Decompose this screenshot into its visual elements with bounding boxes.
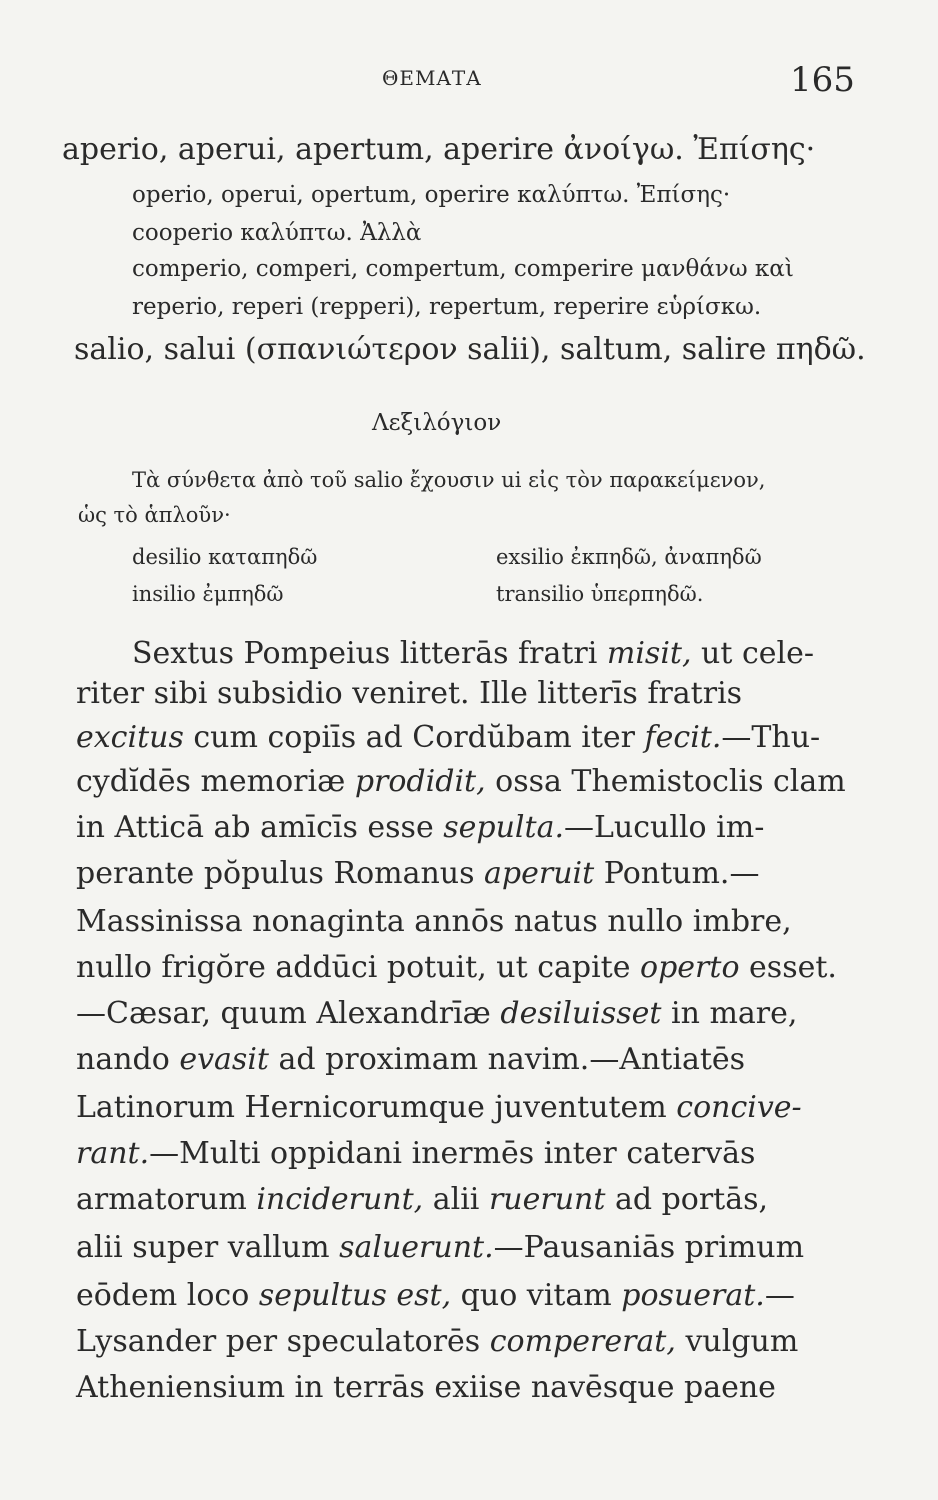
text-line-9: —Cæsar, quum Alexandrīæ desiluisset in mare, [76, 996, 798, 1031]
text-line-1: Sextus Pompeius litterās fratri misit, ut cele- [132, 636, 815, 671]
running-head: ΘΕΜΑΤΑ [382, 66, 482, 90]
text-line-3: excitus cum copiīs ad Cordŭbam iter fecit.—Thu- [76, 720, 821, 755]
verb-line-operio: operio, operui, opertum, operire καλύπτω. Ἐπίσης· [132, 182, 731, 208]
text-line-10: nando evasit ad proximam navim.—Antiatēs [76, 1042, 746, 1077]
text-line-13: armatorum inciderunt, alii ruerunt ad portās, [76, 1182, 769, 1217]
text-line-6: perante pŏpulus Romanus aperuit Pontum.— [76, 856, 760, 891]
lexicon-intro-line-1: Τὰ σύνθετα ἀπὸ τοῦ salio ἔχουσιν ui εἰς τὸν παρακείμενον, [132, 468, 766, 492]
text-line-16: Lysander per speculatorēs compererat, vulgum [76, 1324, 799, 1359]
text-line-12: rant.—Multi oppidani inermēs inter catervās [76, 1136, 756, 1171]
text-line-14: alii super vallum saluerunt.—Pausaniās primum [76, 1230, 805, 1265]
verb-line-aperio: aperio, aperui, apertum, aperire ἀνοίγω. Ἐπίσης· [62, 132, 816, 167]
lexicon-entry-desilio: desilio καταπηδῶ [132, 545, 318, 569]
page-number: 165 [790, 60, 855, 100]
text-line-15: eōdem loco sepultus est, quo vitam posuerat.— [76, 1278, 795, 1313]
verb-line-reperio: reperio, reperi (repperi), repertum, reperire εὑρίσκω. [132, 294, 762, 320]
lexicon-intro-line-2: ὡς τὸ ἁπλοῦν· [78, 503, 231, 527]
text-line-5: in Atticā ab amīcīs esse sepulta.—Lucullo im- [76, 810, 765, 845]
text-line-7: Massinissa nonaginta annōs natus nullo imbre, [76, 904, 792, 939]
verb-line-cooperio: cooperio καλύπτω. Ἀλλὰ [132, 220, 422, 246]
lexicon-heading: Λεξιλόγιον [372, 410, 502, 436]
text-line-8: nullo frigŏre addūci potuit, ut capite operto esset. [76, 950, 837, 985]
lexicon-entry-exsilio: exsilio ἐκπηδῶ, ἀναπηδῶ [496, 545, 762, 569]
text-line-11: Latinorum Hernicorumque juventutem concive- [76, 1090, 802, 1125]
verb-line-comperio: comperio, comperi, compertum, comperire μανθάνω καὶ [132, 256, 794, 282]
lexicon-entry-insilio: insilio ἐμπηδῶ [132, 582, 284, 606]
text-line-2: riter sibi subsidio veniret. Ille litterīs fratris [76, 676, 743, 711]
verb-line-salio: salio, salui (σπανιώτερον salii), saltum, salire πηδῶ. [74, 332, 866, 367]
text-line-17: Atheniensium in terrās exiise navēsque paene [76, 1370, 776, 1405]
text-line-4: cydĭdēs memoriæ prodidit, ossa Themistoclis clam [76, 764, 846, 799]
lexicon-entry-transilio: transilio ὑπερπηδῶ. [496, 582, 704, 606]
